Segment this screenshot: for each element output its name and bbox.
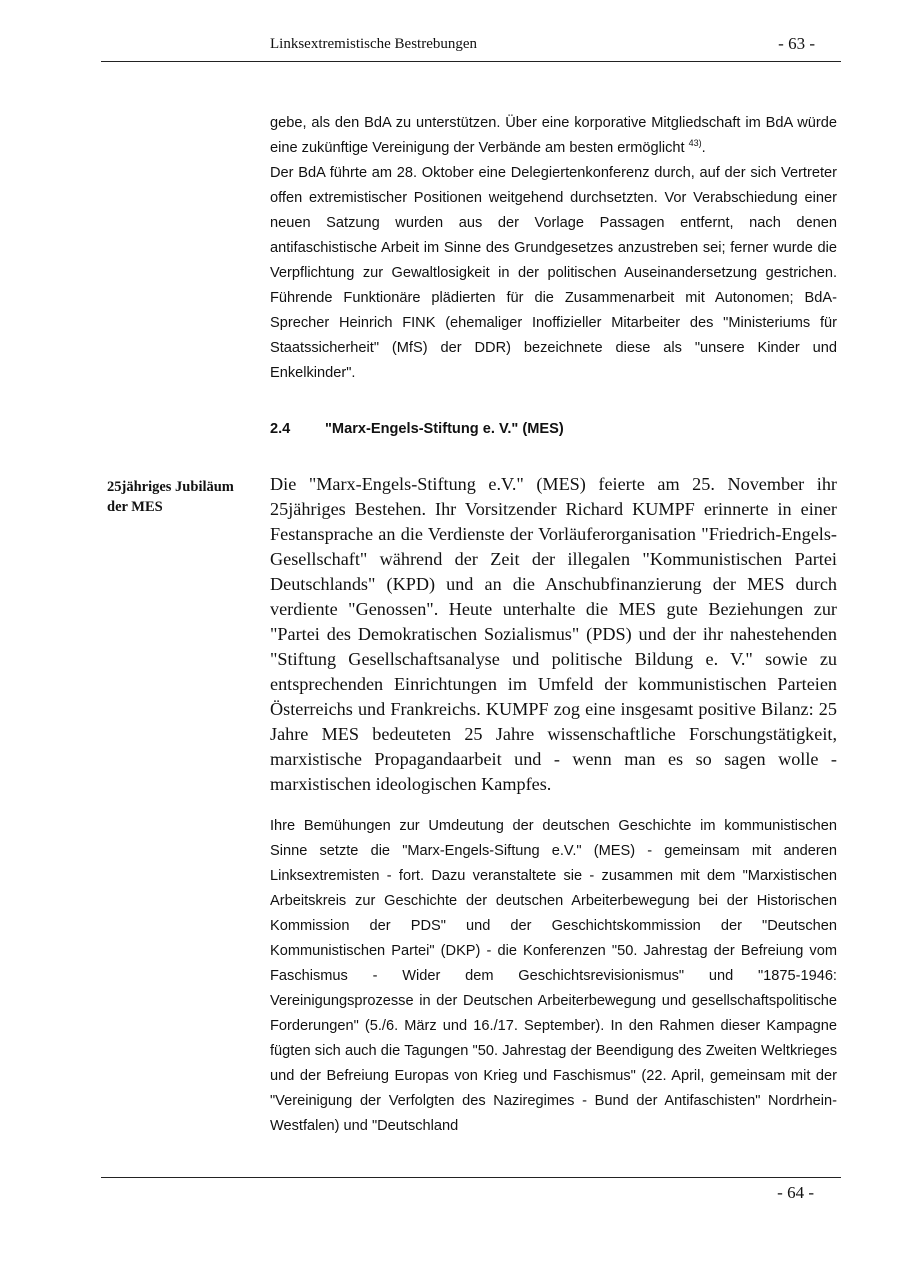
footer-rule xyxy=(101,1177,841,1178)
history-paragraph: Ihre Bemühungen zur Umdeutung der deutschen Geschichte im kommunistischen Sinne setzte die "Marx-Engels-Siftung e.V." (MES) - gemeinsam mit anderen Linksextremisten - fort. Dazu veranstaltete sie - zusammen mit dem "Marxistischen Arbeitskreis zur Geschichte der deutschen Arbeiterbewegung bei der Historischen Kommission der PDS" und der Geschichtskommission der "Deutschen Kommunistischen Partei" (DKP) - die Konferenzen "50. Jahrestag der Befreiung vom Faschismus - Wider dem Geschichtsrevisionismus" und "1875-1946: Vereinigungsprozesse in der Deutschen Arbeiterbewegung und gesellschaftspolitische Forderungen" (5./6. März und 16./17. September). In den Rahmen dieser Kampagne fügten sich auch die Tagungen "50. Jahrestag der Beendigung des Zweiten Weltkrieges und der Befreiung Europas von Krieg und Faschismus" (22. April, gemeinsam mit der "Vereinigung der Verfolgten des Naziregimes - Bund der Antifaschisten" Nordrhein-Westfalen) und "Deutschland xyxy=(270,818,837,1134)
page-number-top: - 63 - xyxy=(778,34,815,53)
page-number-bottom: - 64 - xyxy=(777,1183,814,1202)
section-number: 2.4 xyxy=(270,421,291,437)
bda-paragraph: Der BdA führte am 28. Oktober eine Delegiertenkonferenz durch, auf der sich Vertreter offen extremistischer Positionen weitgehend durchsetzten. Vor Verabschiedung einer neuen Satzung wurden aus der Vorlage Passagen entfernt, nach denen antifaschistische Arbeit im Sinne des Grundgesetzes anzustreben sei; ferner wurde die Verpflichtung zur Gewaltlosigkeit in der politischen Auseinandersetzung gestrichen. Führende Funktionäre plädierten für die Zusammenarbeit mit Autonomen; BdA-Sprecher Heinrich FINK (ehemaliger Inoffizieller Mitarbeiter des "Ministeriums für Staatssicherheit" (MfS) der DDR) bezeichnete diese als "unsere Kinder und Enkelkinder". xyxy=(270,165,837,381)
intro-text: gebe, als den BdA zu unterstützen. Über eine korporative Mitgliedschaft im BdA würde eine zukünftige Vereinigung der Verbände am besten ermöglicht xyxy=(270,115,837,156)
section-title: "Marx-Engels-Stiftung e. V." (MES) xyxy=(325,421,564,437)
footnote-reference[interactable]: 43) xyxy=(688,138,702,148)
running-title: Linksextremistische Bestrebungen xyxy=(270,36,478,52)
mes-paragraph: Die "Marx-Engels-Stiftung e.V." (MES) feierte am 25. November ihr 25jähriges Bestehen. Ihr Vorsitzender Richard KUMPF erinnerte in einer Festansprache an die Verdienste der Vorläuferorganisation "Friedrich-Engels-Gesellschaft" während der Zeit der illegalen "Kommunistischen Partei Deutschlands" (KPD) und an die Anschubfinanzierung der MES durch verdiente "Genossen". Heute unterhalte die MES gute Beziehungen zur "Partei des Demokratischen Sozialismus" (PDS) und der ihr nahestehenden "Stiftung Gesellschaftsanalyse und politische Bildung e. V." sowie zu entsprechenden Einrichtungen im Umfeld der kommunistischen Parteien Österreichs und Frankreichs. KUMPF zog eine insgesamt positive Bilanz: 25 Jahre MES bedeuteten 25 Jahre wissenschaftliche Forschungstätigkeit, marxistische Propagandaarbeit und - wenn man es so sagen wolle - marxistischen ideologischen Kampfes. xyxy=(270,474,837,794)
section-heading xyxy=(270,421,564,437)
header-rule xyxy=(101,61,841,62)
page-header xyxy=(270,36,815,56)
margin-note: 25jähriges Jubiläum der MES xyxy=(107,479,234,515)
intro-paragraph: gebe, als den BdA zu unterstützen. Über eine korporative Mitgliedschaft im BdA würde eine zukünftige Vereinigung der Verbände am besten ermöglicht $^{43)}$. xyxy=(270,115,837,156)
